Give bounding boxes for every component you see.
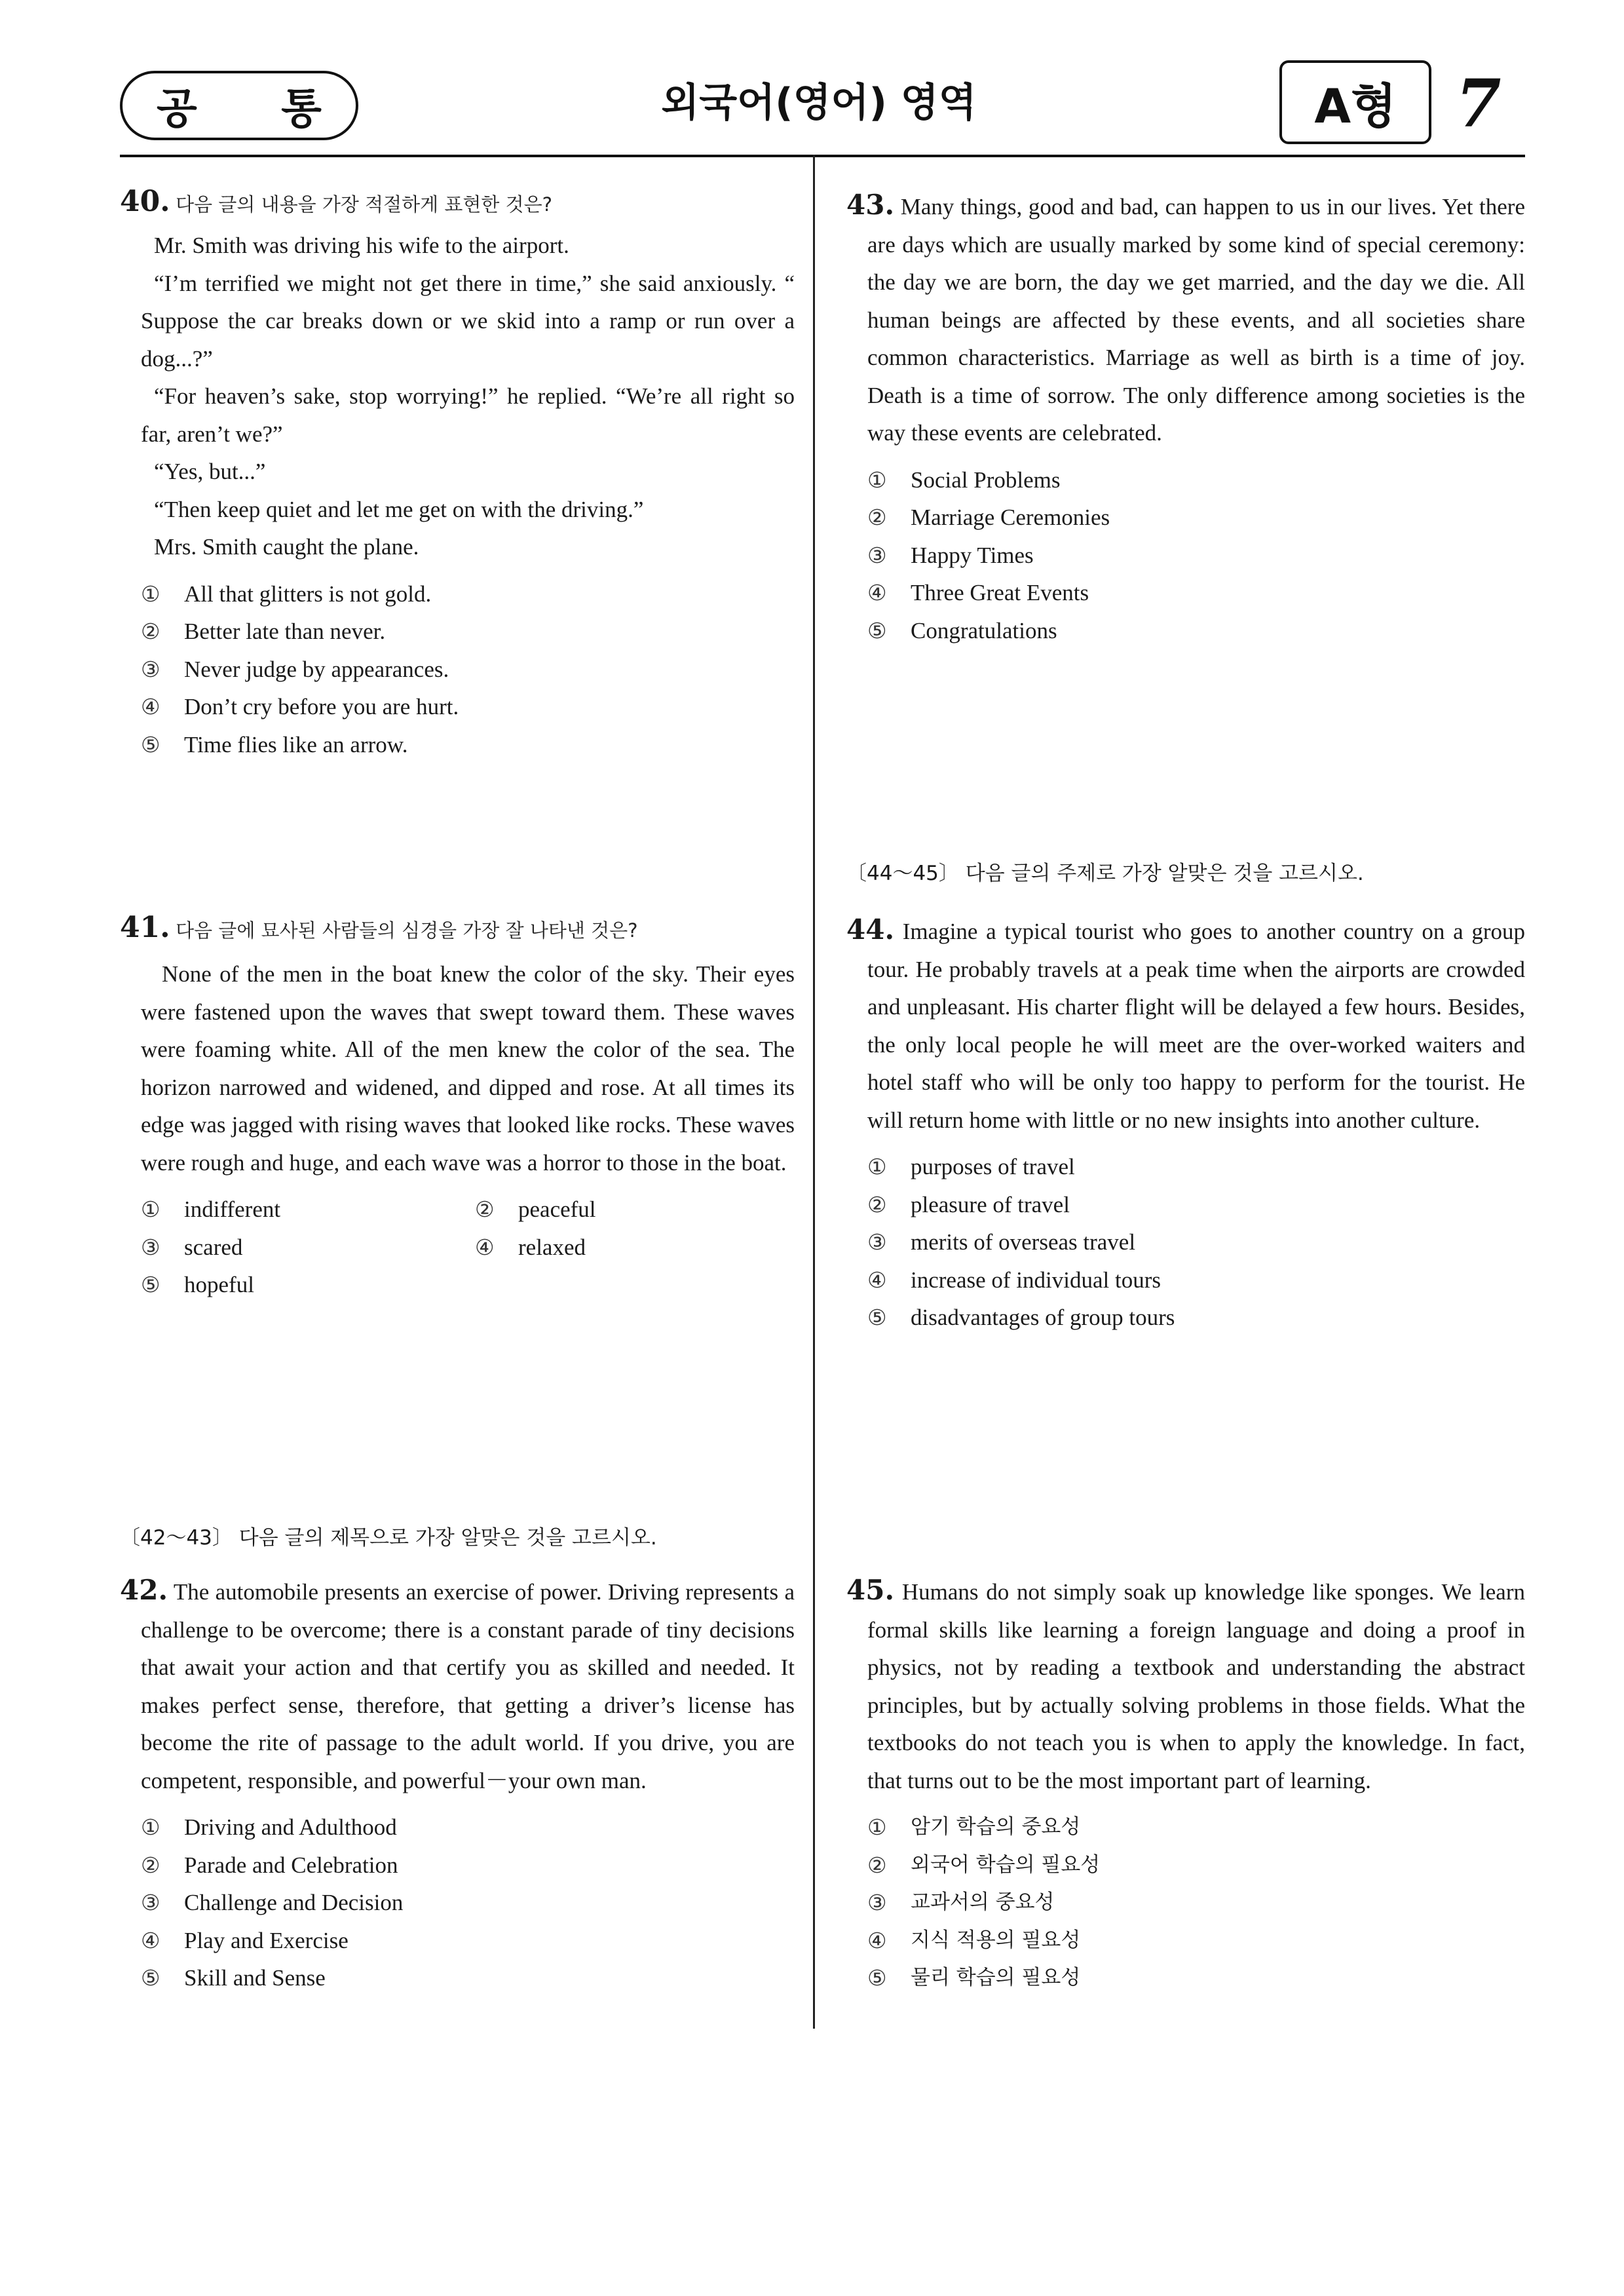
form-type-box: A형 <box>1279 60 1431 144</box>
section-right-char: 통 <box>281 85 322 134</box>
question-40 <box>120 183 795 763</box>
passage-line: “For heaven’s sake, stop worrying!” he replied. “We’re all right so far, aren’t we?” <box>141 383 795 447</box>
question-45-options <box>846 1808 1525 1997</box>
question-42-options <box>120 1808 795 1997</box>
answer-option[interactable]: ④ relaxed <box>475 1234 586 1260</box>
answer-option[interactable]: ⑤ disadvantages of group tours <box>867 1305 1175 1330</box>
answer-option[interactable]: ③ Challenge and Decision <box>141 1890 404 1915</box>
answer-option[interactable]: ① Social Problems <box>867 467 1061 493</box>
question-number: 42. <box>120 1574 168 1606</box>
answer-option[interactable]: ① indifferent <box>141 1196 281 1222</box>
question-40-options <box>120 575 795 764</box>
answer-option[interactable]: ⑤ Skill and Sense <box>141 1965 326 1991</box>
page-number: 7 <box>1456 65 1501 142</box>
passage-line: “Yes, but...” <box>154 459 266 484</box>
question-40-passage <box>120 227 795 566</box>
passage-line: Mr. Smith was driving his wife to the airport. <box>154 233 569 258</box>
answer-option[interactable]: ① purposes of travel <box>867 1154 1075 1179</box>
answer-option[interactable]: ⑤ Congratulations <box>867 617 1057 643</box>
question-43-options <box>846 461 1525 650</box>
answer-option[interactable]: ② Better late than never. <box>141 619 386 644</box>
passage-text: 42. The automobile presents an exercise of power. Driving represents a challenge to be overcome; there is a constant parade of tiny decisions that await your action and that certify you as skilled and needed. It makes perfect sense, therefore, that getting a driver’s license has become the rite of passage to the adult world. If you drive, you are competent, responsible, and powerful－your own man. <box>120 1574 795 1793</box>
page-title: 외국어(영어) 영역 <box>661 80 977 126</box>
answer-option[interactable]: ② Parade and Celebration <box>141 1852 398 1878</box>
answer-option[interactable]: ④ 지식 적용의 필요성 <box>867 1927 1081 1953</box>
question-number: 44. <box>846 913 895 946</box>
answer-option[interactable]: ① 암기 학습의 중요성 <box>867 1814 1081 1840</box>
question-41-options <box>120 1191 795 1304</box>
passage-text: 45. Humans do not simply soak up knowledge like sponges. We learn formal skills like learning a foreign language and doing a proof in physics, not by reading a textbook and understanding the abstract principles, but by actually solving problems in those fields. What the textbooks do not teach you is when to apply the knowledge. In fact, that turns out to be the most important part of learning. <box>846 1574 1525 1793</box>
answer-option[interactable]: ③ Never judge by appearances. <box>141 656 449 682</box>
question-43 <box>846 186 1525 649</box>
answer-option[interactable]: ④ increase of individual tours <box>867 1267 1161 1293</box>
question-number: 40. <box>120 185 170 218</box>
question-45-passage <box>846 1571 1525 1799</box>
passage-line: “I’m terrified we might not get there in time,” she said anxiously. “ Suppose the car breaks down or we skid into a ramp or run over a dog...?” <box>141 270 795 372</box>
section-left-char: 공 <box>157 85 197 134</box>
question-44 <box>846 911 1525 1337</box>
answer-option[interactable]: ⑤ Time flies like an arrow. <box>141 731 408 757</box>
question-number: 43. <box>846 189 895 221</box>
question-44-passage <box>846 911 1525 1139</box>
answer-option[interactable]: ① Driving and Adulthood <box>141 1814 397 1840</box>
answer-option[interactable]: ① All that glitters is not gold. <box>141 581 432 607</box>
question-number: 45. <box>846 1574 895 1606</box>
question-41-passage <box>120 955 795 1181</box>
question-prompt: 다음 글에 묘사된 사람들의 심경을 가장 잘 나타낸 것은? <box>176 919 638 942</box>
passage-line: “Then keep quiet and let me get on with the driving.” <box>154 496 644 522</box>
passage-line: Mrs. Smith caught the plane. <box>154 534 419 560</box>
question-42-passage <box>120 1571 795 1799</box>
question-41-header <box>120 909 795 949</box>
section-badge <box>120 71 358 140</box>
question-40-header <box>120 183 795 223</box>
instruction-44-45: 〔44～45〕 다음 글의 주제로 가장 알맞은 것을 고르시오. <box>846 862 1364 885</box>
question-prompt: 다음 글의 내용을 가장 적절하게 표현한 것은? <box>176 193 553 216</box>
answer-option[interactable]: ④ Three Great Events <box>867 580 1089 605</box>
answer-option[interactable]: ⑤ hopeful <box>141 1272 254 1297</box>
question-41 <box>120 909 795 1304</box>
question-43-passage <box>846 186 1525 452</box>
question-42 <box>120 1571 795 1997</box>
answer-option[interactable]: ⑤ 물리 학습의 필요성 <box>867 1965 1081 1991</box>
answer-option[interactable]: ② 외국어 학습의 필요성 <box>867 1852 1101 1878</box>
header-rule <box>120 155 1525 157</box>
instruction-42-43: 〔42～43〕 다음 글의 제목으로 가장 알맞은 것을 고르시오. <box>120 1526 657 1550</box>
answer-option[interactable]: ③ Happy Times <box>867 542 1034 568</box>
answer-option[interactable]: ③ merits of overseas travel <box>867 1229 1136 1255</box>
question-45 <box>846 1571 1525 1997</box>
answer-option[interactable]: ② pleasure of travel <box>867 1191 1070 1217</box>
passage-text: 43. Many things, good and bad, can happen to us in our lives. Yet there are days which are usually marked by some kind of special ceremony: the day we are born, the day we get married, and the day we die. All human beings are affected by these events, and all societies share common characteristics. Marriage as well as birth is a time of joy. Death is a time of sorrow. The only difference among societies is the way these events are celebrated. <box>846 189 1525 446</box>
answer-option[interactable]: ③ scared <box>141 1234 243 1260</box>
answer-option[interactable]: ② Marriage Ceremonies <box>867 505 1110 530</box>
answer-option[interactable]: ④ Don’t cry before you are hurt. <box>141 694 459 719</box>
answer-option[interactable]: ③ 교과서의 중요성 <box>867 1890 1055 1915</box>
question-44-options <box>846 1148 1525 1337</box>
answer-option[interactable]: ④ Play and Exercise <box>141 1927 349 1953</box>
passage-text: 44. Imagine a typical tourist who goes to another country on a group tour. He probably travels at a peak time when the airports are crowded and unpleasant. His charter flight will be delayed a few hours. Besides, the only local people he will meet are the over-worked waiters and hotel staff who will be only too happy to perform for the tourist. He will return home with little or no new insights into another culture. <box>846 913 1526 1133</box>
column-divider <box>813 155 815 2029</box>
answer-option[interactable]: ② peaceful <box>475 1196 596 1222</box>
passage-text: None of the men in the boat knew the color of the sky. Their eyes were fastened upon the waves that swept toward them. These waves were foaming white. All of the men knew the color of the sea. The horizon narrowed and widened, and dipped and rose. At all times its edge was jagged with rising waves that looked like rocks. These waves were rough and huge, and each wave was a horror to those in the boat. <box>141 961 795 1176</box>
question-number: 41. <box>120 911 170 944</box>
